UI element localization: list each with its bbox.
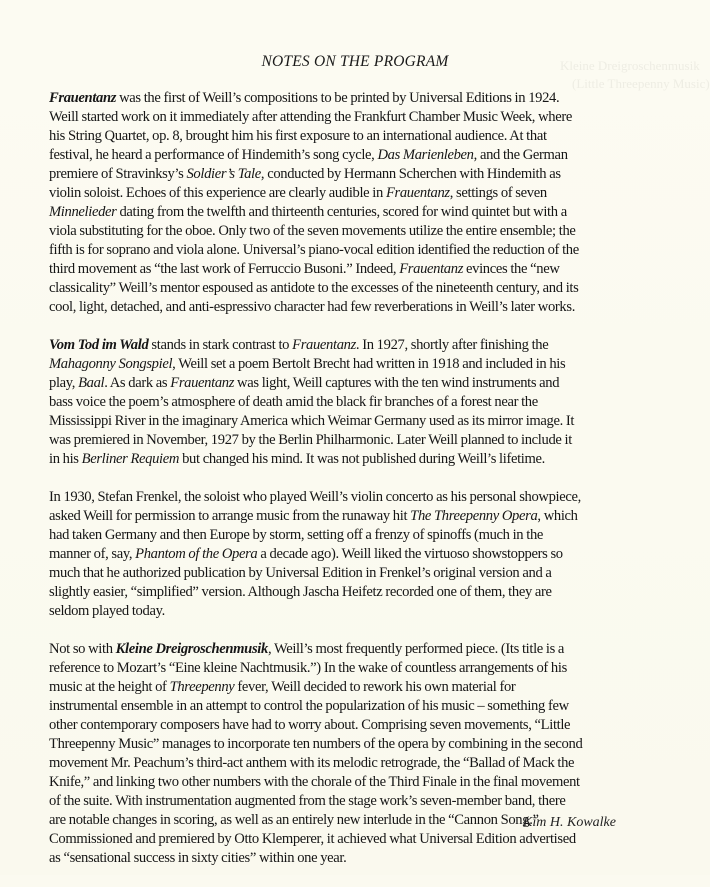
text-run: , conducted by Hermann Scherchen with Hindemith as: [260, 166, 561, 182]
text-run: , Weill set a poem Bertolt Brecht had written in 1918 and included in his: [172, 356, 566, 372]
text-run: movement Mr. Peachum’s third-act anthem with its melodic retrograde, the “Ballad of Mack the: [49, 755, 575, 771]
italic-text: Das Marienleben: [377, 147, 474, 163]
text-run: Threepenny Music” manages to incorporate ten numbers of the opera by combining in the second: [49, 736, 583, 752]
italic-text: Berliner Requiem: [81, 451, 180, 467]
text-line: [49, 127, 629, 146]
text-line: [49, 241, 629, 260]
text-line: [49, 488, 629, 507]
text-run: fever, Weill decided to rework his own material for: [234, 679, 516, 695]
text-line: [49, 792, 629, 811]
text-line: [49, 355, 629, 374]
text-line: [49, 602, 629, 621]
text-run: seldom played today.: [49, 603, 165, 619]
text-run: play,: [49, 375, 79, 391]
italic-text: Phantom of the Opera: [135, 546, 258, 562]
italic-text: Frauentanz: [170, 375, 235, 391]
text-line: [49, 545, 629, 564]
text-line: [49, 849, 629, 868]
text-line: [49, 260, 629, 279]
text-run: Not so with: [49, 641, 116, 657]
text-run: of the suite. With instrumentation augmented from the stage work’s seven-member band, there: [49, 793, 566, 809]
text-run: Mississippi River in the imaginary America which Weimar Germany used as its mirror image. It: [49, 413, 575, 429]
text-run: , which: [537, 508, 578, 524]
text-run: a decade ago). Weill liked the virtuoso showstoppers so: [257, 546, 563, 562]
text-run: instrumental ensemble in an attempt to control the popularization of his music – something few: [49, 698, 569, 714]
text-run: but changed his mind. It was not published during Weill’s lifetime.: [179, 451, 545, 467]
italic-text: Soldier’s Tale: [186, 166, 261, 182]
author-signature: Kim H. Kowalke: [523, 815, 616, 830]
text-line: [49, 583, 629, 602]
text-line: [49, 678, 629, 697]
paragraph-frauentanz: [49, 89, 629, 317]
italic-text: Minnelieder: [49, 204, 117, 220]
italic-text: Mahagonny Songspiel: [49, 356, 173, 372]
italic-text: Baal: [78, 375, 105, 391]
text-run: Weill started work on it immediately after attending the Frankfurt Chamber Music Week, where: [49, 109, 572, 125]
text-run: fifth is for soprano and viola alone. Universal’s piano-vocal edition identified the reduction of the: [49, 242, 579, 258]
text-line: [49, 374, 629, 393]
text-run: In 1930, Stefan Frenkel, the soloist who played Weill’s violin concerto as his personal showpiece,: [49, 489, 581, 505]
text-run: was light, Weill captures with the ten wind instruments and: [234, 375, 560, 391]
text-line: [49, 222, 629, 241]
bleed-through-text-1: Kleine Dreigroschenmusik: [560, 58, 700, 73]
text-line: [49, 146, 629, 165]
text-line: [49, 298, 629, 317]
text-run: other contemporary composers have had to worry about. Comprising seven movements, “Little: [49, 717, 571, 733]
text-line: [49, 830, 629, 849]
text-line: [49, 203, 629, 222]
text-run: Commissioned and premiered by Otto Klemperer, it achieved what Universal Edition advertised: [49, 831, 576, 847]
text-line: [49, 773, 629, 792]
text-run: are notable changes in scoring, as well as an entirely new interlude in the “Cannon Song.”: [49, 812, 539, 828]
text-run: . As dark as: [104, 375, 171, 391]
work-title: Kleine Dreigroschenmusik: [115, 641, 268, 657]
text-run: had taken Germany and then Europe by storm, setting off a frenzy of spinoffs (much in the: [49, 527, 544, 543]
text-line: [49, 279, 629, 298]
text-line: [49, 659, 629, 678]
text-line: [49, 431, 629, 450]
text-run: Knife,” and linking two other numbers with the chorale of the Third Finale in the final movement: [49, 774, 580, 790]
paragraph-kleine-dreigroschenmusik: [49, 640, 629, 868]
program-notes-body: [49, 89, 629, 887]
text-run: was the first of Weill’s compositions to be printed by Universal Editions in 1924.: [116, 90, 560, 106]
text-run: viola substituting for the oboe. Only two of the seven movements utilize the entire ensemble; the: [49, 223, 576, 239]
bleed-through-text-2: (Little Threepenny Music): [572, 76, 710, 91]
text-run: evinces the “new: [463, 261, 560, 277]
page-title: NOTES ON THE PROGRAM: [261, 53, 449, 70]
text-run: much that he authorized publication by Universal Edition in Frenkel’s original version and a: [49, 565, 552, 581]
text-line: [49, 336, 629, 355]
text-line: [49, 735, 629, 754]
text-line: [49, 393, 629, 412]
text-run: was premiered in November, 1927 by the Berlin Philharmonic. Later Weill planned to include it: [49, 432, 572, 448]
text-run: in his: [49, 451, 82, 467]
text-run: festival, he heard a performance of Hindemith’s song cycle,: [49, 147, 378, 163]
text-run: music at the height of: [49, 679, 170, 695]
text-line: [49, 754, 629, 773]
work-title: Vom Tod im Wald: [49, 337, 149, 353]
text-line: [49, 526, 629, 545]
text-run: classicality” Weill’s mentor espoused as antidote to the excesses of the nineteenth century, and its: [49, 280, 579, 296]
text-run: asked Weill for permission to arrange music from the runaway hit: [49, 508, 411, 524]
text-run: reference to Mozart’s “Eine kleine Nachtmusik.”) In the wake of countless arrangements of his: [49, 660, 567, 676]
text-line: [49, 697, 629, 716]
text-run: stands in stark contrast to: [148, 337, 293, 353]
text-run: dating from the twelfth and thirteenth centuries, scored for wind quintet but with a: [116, 204, 567, 220]
text-line: [49, 165, 629, 184]
italic-text: Frauentanz: [385, 185, 450, 201]
text-run: , settings of seven: [449, 185, 547, 201]
text-run: third movement as “the last work of Ferruccio Busoni.” Indeed,: [49, 261, 400, 277]
text-line: [49, 640, 629, 659]
text-line: [49, 89, 629, 108]
text-run: bass voice the poem’s atmosphere of death amid the black fir branches of a forest near the: [49, 394, 538, 410]
work-title: Frauentanz: [49, 90, 117, 106]
text-run: his String Quartet, op. 8, brought him his first exposure to an international audience. At that: [49, 128, 547, 144]
text-line: [49, 564, 629, 583]
text-line: [49, 412, 629, 431]
text-line: [49, 184, 629, 203]
text-line: [49, 507, 629, 526]
italic-text: Threepenny: [169, 679, 235, 695]
text-line: [49, 450, 629, 469]
text-run: as “sensational success in sixty cities” within one year.: [49, 850, 347, 866]
italic-text: Frauentanz: [292, 337, 356, 353]
text-run: violin soloist. Echoes of this experience are clearly audible in: [49, 185, 386, 201]
text-run: . In 1927, shortly after finishing the: [355, 337, 549, 353]
text-line: [49, 108, 629, 127]
paragraph-threepenny-violin: [49, 488, 629, 621]
italic-text: Frauentanz: [399, 261, 464, 277]
paragraph-vom-tod-im-wald: [49, 336, 629, 469]
text-run: , Weill’s most frequently performed piece. (Its title is a: [267, 641, 565, 657]
text-run: slightly easier, “simplified” version. Although Jascha Heifetz recorded one of them, they are: [49, 584, 552, 600]
text-line: [49, 716, 629, 735]
italic-text: The Threepenny Opera: [410, 508, 538, 524]
text-run: manner of, say,: [49, 546, 136, 562]
text-run: , and the German: [473, 147, 568, 163]
text-run: premiere of Stravinksy’s: [49, 166, 187, 182]
text-run: cool, light, detached, and anti-espressivo character had few reverberations in Weill’s later works.: [49, 299, 576, 315]
